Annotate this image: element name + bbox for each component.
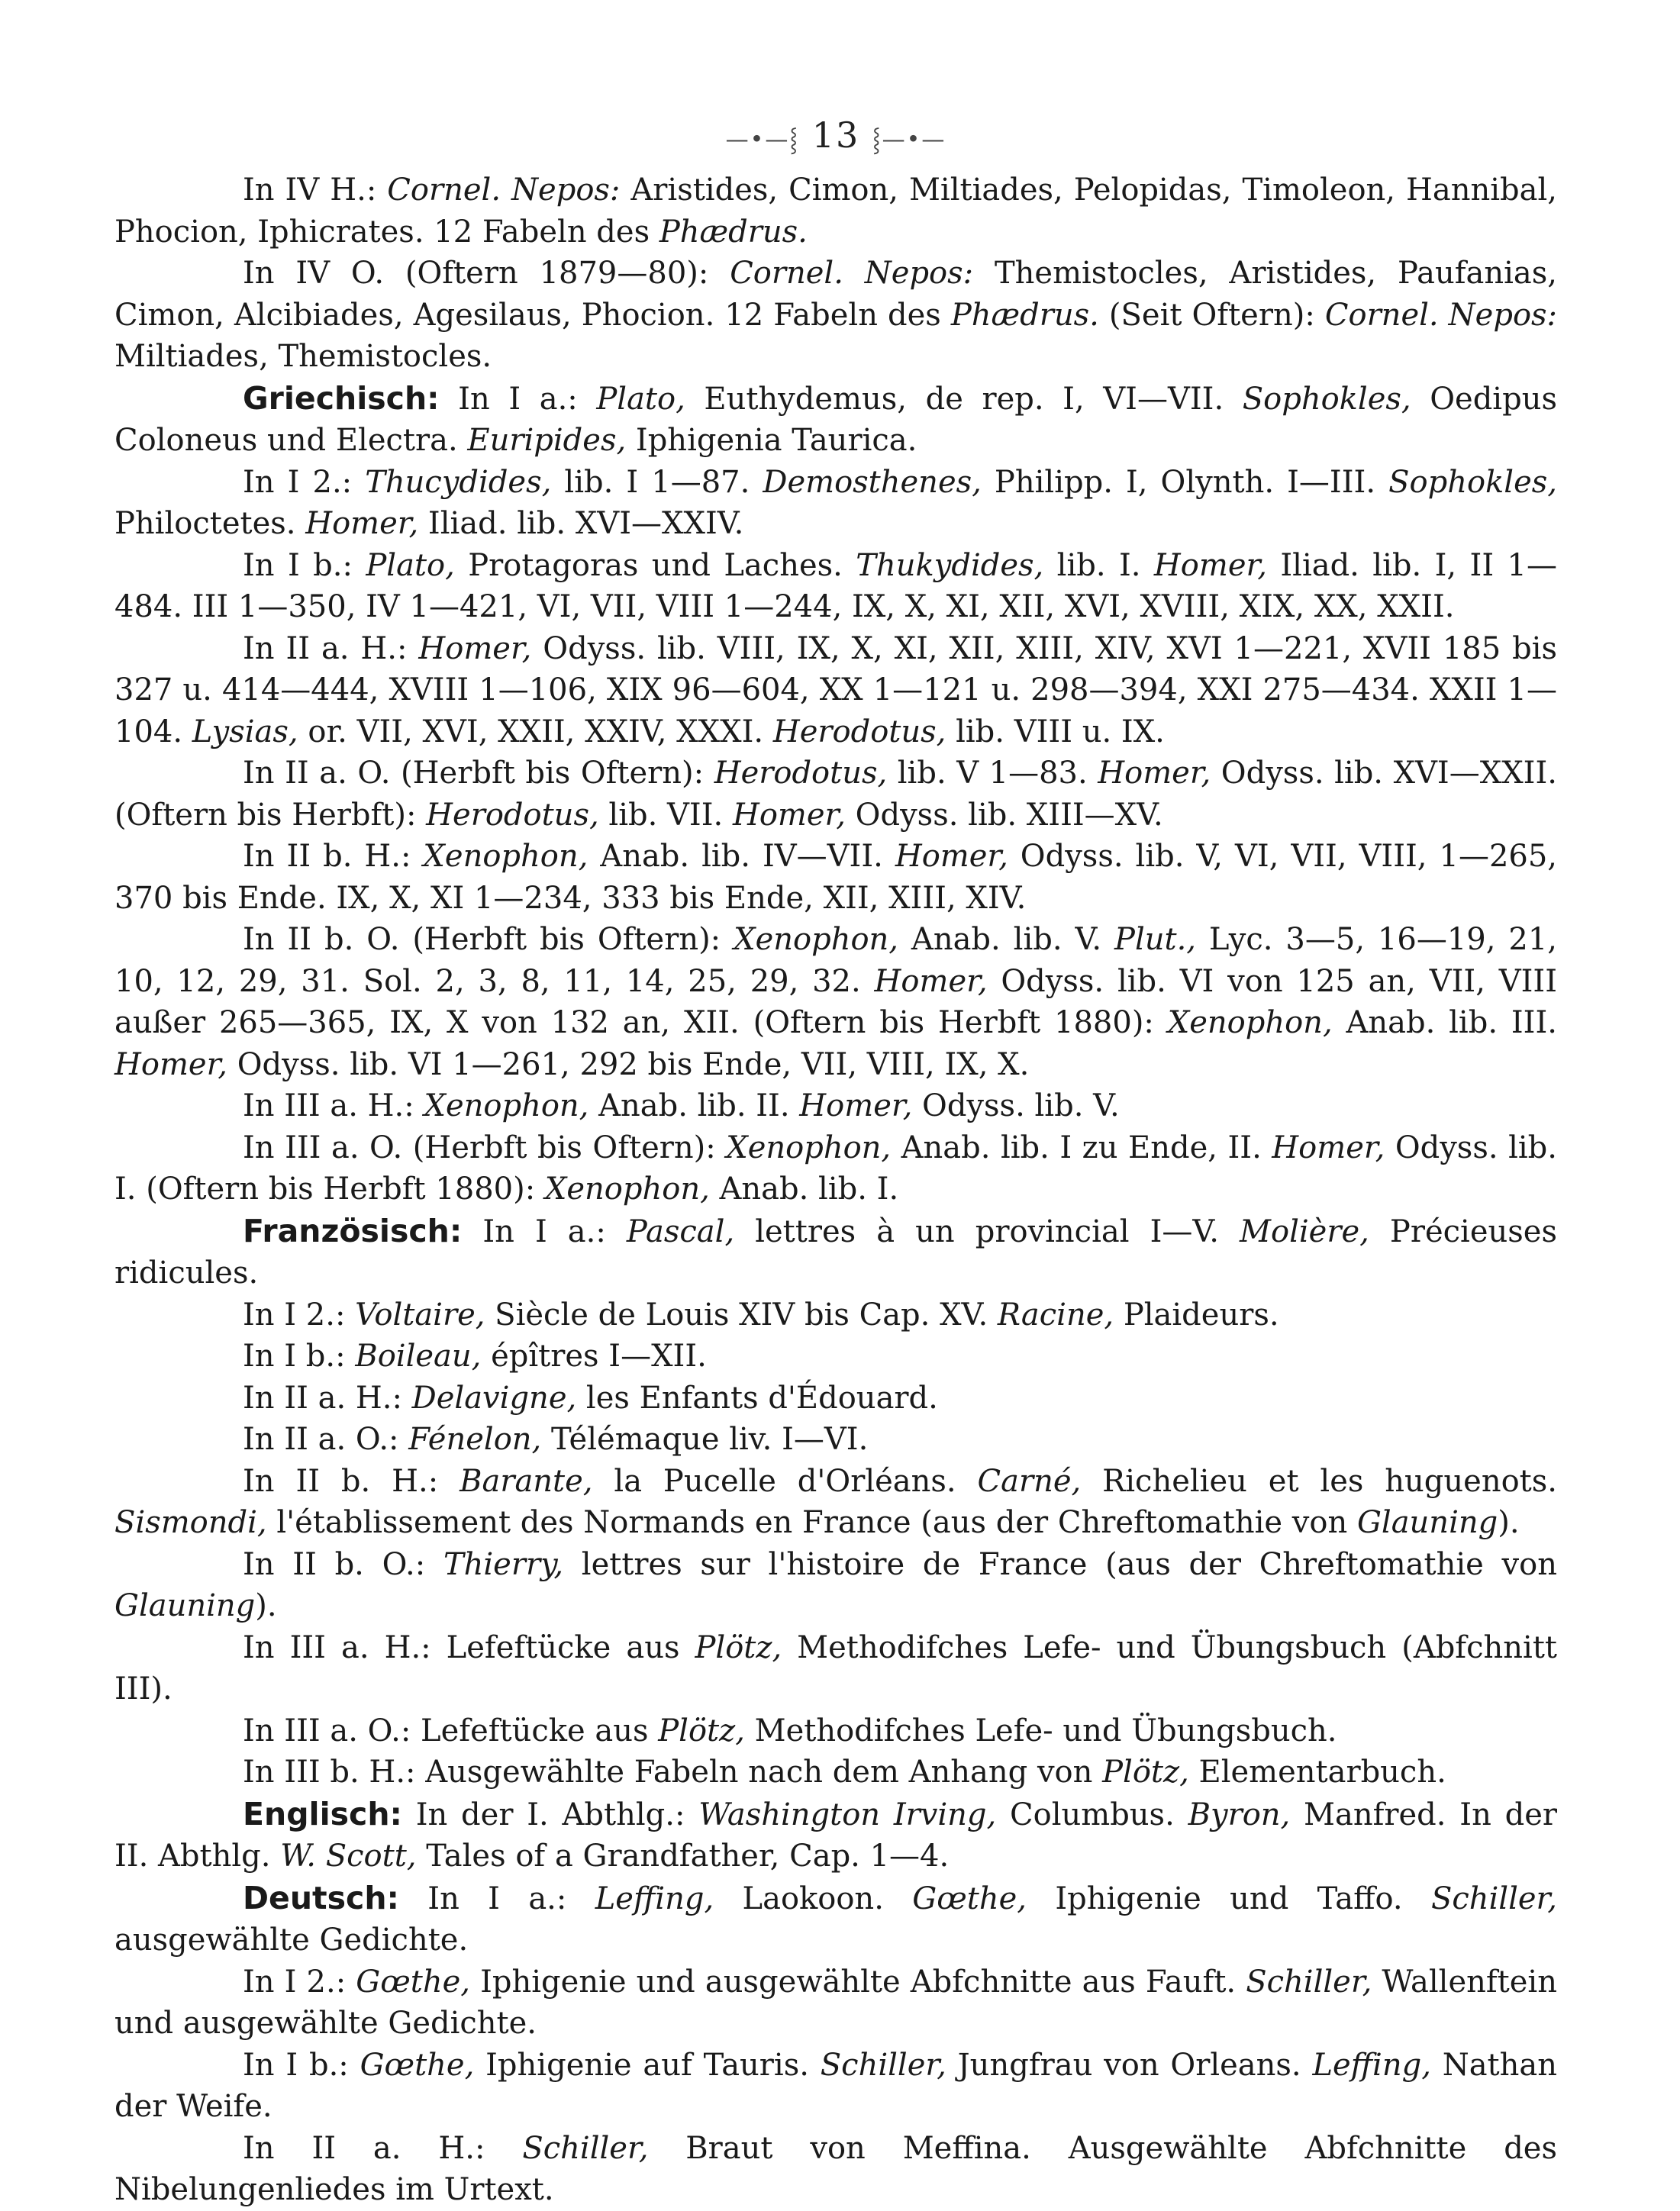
- section-heading: Deutsch:: [243, 1879, 399, 1916]
- author-name: Phædrus.: [950, 297, 1099, 333]
- text-segment: Télémaque liv. I—VI.: [541, 1422, 869, 1457]
- text-segment: Anab. lib. I zu Ende, II.: [891, 1130, 1272, 1165]
- author-name: Herodotus,: [772, 714, 946, 749]
- author-name: Plut.,: [1114, 922, 1197, 957]
- text-segment: Richelieu et les huguenots.: [1081, 1463, 1557, 1499]
- paragraph: [114, 1627, 1557, 1710]
- text-segment: Methodifches Lefe- und Übungsbuch (Abfchnitt III).: [114, 1629, 1557, 1707]
- author-name: Homer,: [874, 963, 988, 999]
- text-segment: Iphigenie auf Tauris.: [474, 2047, 821, 2083]
- author-name: Thierry,: [443, 1546, 564, 1582]
- text-segment: In II a. H.:: [243, 630, 419, 666]
- author-name: Demosthenes,: [763, 464, 982, 500]
- text-segment: In II a. H.:: [243, 2130, 523, 2166]
- text-segment: l'établissement des Normands en France (aus der Chreftomathie von: [266, 1505, 1357, 1540]
- author-name: Voltaire,: [355, 1297, 485, 1333]
- author-name: Cornel. Nepos:: [387, 172, 621, 208]
- author-name: Boileau,: [355, 1339, 482, 1374]
- text-segment: Euthydemus, de rep. I, VI—VII.: [685, 381, 1243, 417]
- text-segment: In III a. O.: Lefeftücke aus: [243, 1713, 659, 1748]
- text-segment: Iphigenie und Taffo.: [1027, 1881, 1431, 1916]
- text-segment: lib. I.: [1043, 547, 1154, 583]
- author-name: Thucydides,: [365, 464, 552, 500]
- text-segment: Anab. lib. I.: [709, 1172, 899, 1207]
- author-name: Schiller,: [1430, 1881, 1557, 1916]
- author-name: Xenophon,: [1167, 1005, 1333, 1040]
- author-name: Xenophon,: [423, 839, 588, 874]
- author-name: Plato,: [366, 547, 455, 583]
- text-segment: In I b.:: [243, 1339, 356, 1374]
- ornament-left: —•—⸾: [725, 126, 800, 153]
- text-segment: lib. V 1—83.: [887, 756, 1098, 791]
- ornament-right: ⸾—•—: [872, 126, 946, 153]
- text-segment: Tales of a Grandfather, Cap. 1—4.: [416, 1839, 950, 1874]
- text-segment: In II b. O. (Herbft bis Oftern):: [243, 922, 734, 957]
- text-segment: In III a. H.:: [243, 1088, 424, 1123]
- author-name: Homer,: [1153, 547, 1267, 583]
- author-name: Carné,: [977, 1463, 1082, 1499]
- text-segment: lettres sur l'histoire de France (aus der Chreftomathie von: [563, 1546, 1557, 1582]
- text-segment: In I 2.:: [243, 1297, 356, 1333]
- text-segment: In II b. H.:: [243, 839, 424, 874]
- paragraph: [114, 1961, 1557, 2045]
- text-segment: Braut von Meffina. Ausgewählte Abfchnitte des Nibelungenliedes im Urtext.: [114, 2130, 1557, 2207]
- text-segment: lib. VII.: [598, 797, 733, 833]
- text-segment: Iliad. lib. I, II 1—484. III 1—350, IV 1—421, VI, VII, VIII 1—244, IX, X, XI, XII, XVI, XVIII, XIX, XX, XXII.: [114, 547, 1557, 624]
- paragraph: [114, 1210, 1557, 1294]
- text-segment: Philoctetes.: [114, 506, 306, 541]
- text-segment: Lyc. 3—5, 16—19, 21, 10, 12, 29, 31. Sol. 2, 3, 8, 11, 14, 25, 29, 32.: [114, 922, 1558, 999]
- paragraph: [114, 628, 1557, 753]
- text-segment: Odyss. lib. V, VI, VII, VIII, 1—265, 370 bis Ende. IX, X, XI 1—234, 333 bis Ende, XII, XIII, XIV.: [114, 839, 1557, 916]
- author-name: Phædrus.: [659, 214, 808, 250]
- author-name: Delavigne,: [411, 1380, 577, 1416]
- paragraph: [114, 2128, 1557, 2211]
- paragraph: [114, 169, 1557, 253]
- author-name: Leffing,: [1312, 2047, 1431, 2083]
- paragraph: [114, 753, 1557, 836]
- author-name: Homer,: [895, 839, 1008, 874]
- text-segment: Nathan der Weife.: [114, 2047, 1558, 2124]
- text-segment: In III b. H.: Ausgewählte Fabeln nach dem Anhang von: [243, 1755, 1103, 1790]
- document-page: [114, 114, 1557, 2211]
- text-segment: In II a. O. (Herbft bis Oftern):: [243, 756, 714, 791]
- author-name: Homer,: [418, 630, 532, 666]
- text-segment: In II b. O.:: [243, 1546, 443, 1582]
- text-segment: Oedipus Coloneus und Electra.: [114, 381, 1557, 458]
- text-segment: Philipp. I, Olynth. I—III.: [981, 464, 1389, 500]
- section-heading: Griechisch:: [243, 379, 440, 417]
- paragraph: [114, 1710, 1557, 1752]
- text-segment: In I b.:: [243, 547, 366, 583]
- author-name: Homer,: [305, 506, 419, 541]
- paragraph: [114, 1752, 1557, 1794]
- paragraph: [114, 1419, 1557, 1461]
- paragraph: [114, 1461, 1557, 1544]
- author-name: Xenophon,: [734, 922, 899, 957]
- text-segment: Odyss. lib. XIII—XV.: [845, 797, 1163, 833]
- author-name: Euripides,: [467, 423, 627, 458]
- author-name: Leffing,: [595, 1881, 714, 1916]
- text-segment: Odyss. lib. I. (Oftern bis Herbft 1880):: [114, 1130, 1557, 1207]
- paragraph: [114, 836, 1557, 919]
- text-segment: ).: [255, 1588, 277, 1623]
- author-name: Homer,: [1272, 1130, 1385, 1165]
- author-name: Xenophon,: [424, 1088, 589, 1123]
- text-segment: In I b.:: [243, 2047, 360, 2083]
- author-name: Fénelon,: [408, 1422, 542, 1457]
- author-name: Plötz,: [658, 1713, 745, 1748]
- author-name: Cornel. Nepos:: [730, 256, 974, 291]
- text-segment: ausgewählte Gedichte.: [114, 1923, 469, 1958]
- text-segment: In I a.:: [439, 381, 597, 417]
- text-segment: Odyss. lib. XVI—XXII. (Oftern bis Herbft):: [114, 756, 1557, 833]
- author-name: Molière,: [1240, 1213, 1369, 1249]
- author-name: Sophokles,: [1388, 464, 1557, 500]
- author-name: Pascal,: [626, 1213, 735, 1249]
- author-name: Homer,: [1098, 756, 1211, 791]
- text-segment: In III a. O. (Herbft bis Oftern):: [243, 1130, 727, 1165]
- text-segment: Manfred. In der II. Abthlg.: [114, 1797, 1558, 1874]
- text-segment: Iliad. lib. XVI—XXIV.: [418, 506, 744, 541]
- paragraph: [114, 1378, 1557, 1420]
- author-name: Byron,: [1188, 1797, 1291, 1832]
- author-name: Racine,: [997, 1297, 1114, 1333]
- section-heading: Englisch:: [243, 1795, 402, 1832]
- paragraph: [114, 1294, 1557, 1336]
- text-segment: Columbus.: [996, 1797, 1188, 1832]
- text-segment: Elementarbuch.: [1188, 1755, 1446, 1790]
- paragraph: [114, 545, 1557, 628]
- paragraph: [114, 1877, 1557, 1961]
- paragraph: [114, 1794, 1557, 1877]
- text-segment: épîtres I—XII.: [481, 1339, 707, 1374]
- text-segment: Anab. lib. IV—VII.: [588, 839, 895, 874]
- text-segment: In II a. H.:: [243, 1380, 412, 1416]
- paragraph: [114, 1085, 1557, 1127]
- paragraph: [114, 378, 1557, 462]
- author-name: Gœthe,: [356, 1964, 470, 2000]
- paragraph: [114, 2045, 1557, 2128]
- text-segment: les Enfants d'Édouard.: [576, 1380, 938, 1416]
- text-segment: lettres à un provincial I—V.: [734, 1213, 1240, 1249]
- text-segment: In I 2.:: [243, 1964, 356, 2000]
- text-segment: Jungfrau von Orleans.: [946, 2047, 1313, 2083]
- author-name: Herodotus,: [714, 756, 888, 791]
- text-segment: In IV H.:: [243, 172, 388, 208]
- text-segment: In III a. H.: Lefeftücke aus: [243, 1629, 695, 1665]
- author-name: Thukydides,: [856, 547, 1044, 583]
- text-segment: lib. I 1—87.: [551, 464, 763, 500]
- text-segment: la Pucelle d'Orléans.: [592, 1463, 978, 1499]
- author-name: Homer,: [114, 1046, 228, 1082]
- author-name: Plötz,: [1102, 1755, 1189, 1790]
- paragraph: [114, 1544, 1557, 1627]
- author-name: Xenophon,: [544, 1172, 710, 1207]
- text-segment: Anab. lib. II.: [588, 1088, 800, 1123]
- author-name: Herodotus,: [426, 797, 599, 833]
- author-name: Sophokles,: [1242, 381, 1411, 417]
- author-name: Glauning: [1356, 1505, 1498, 1540]
- paragraph: [114, 462, 1557, 545]
- text-segment: In II a. O.:: [243, 1422, 409, 1457]
- page-header: [114, 114, 1557, 156]
- author-name: Glauning: [114, 1588, 256, 1623]
- text-segment: Methodifches Lefe- und Übungsbuch.: [744, 1713, 1337, 1748]
- section-heading: Französisch:: [243, 1212, 463, 1249]
- text-segment: Miltiades, Themistocles.: [114, 339, 492, 374]
- author-name: Barante,: [460, 1463, 593, 1499]
- text-segment: Odyss. lib. V.: [912, 1088, 1120, 1123]
- text-segment: Anab. lib. V.: [898, 922, 1115, 957]
- author-name: Homer,: [799, 1088, 913, 1123]
- author-name: Gœthe,: [360, 2047, 475, 2083]
- author-name: Lysias,: [192, 714, 298, 749]
- text-segment: (Seit Oftern):: [1098, 297, 1325, 333]
- author-name: Sismondi,: [114, 1505, 267, 1540]
- author-name: Plötz,: [695, 1629, 782, 1665]
- text-segment: Laokoon.: [714, 1881, 913, 1916]
- author-name: Schiller,: [522, 2130, 649, 2166]
- text-segment: Protagoras und Laches.: [454, 547, 856, 583]
- text-segment: Plaideurs.: [1114, 1297, 1279, 1333]
- paragraph: [114, 253, 1557, 378]
- text-segment: Précieuses ridicules.: [114, 1213, 1557, 1291]
- text-segment: lib. VIII u. IX.: [946, 714, 1165, 749]
- text-segment: or. VII, XVI, XXII, XXIV, XXXI.: [298, 714, 773, 749]
- text-segment: Themistocles, Aristides, Paufanias, Cimon, Alcibiades, Agesilaus, Phocion. 12 Fabeln des: [114, 256, 1558, 333]
- author-name: Homer,: [732, 797, 846, 833]
- text-segment: Iphigenie und ausgewählte Abfchnitte aus Fauft.: [470, 1964, 1246, 2000]
- paragraph: [114, 1127, 1557, 1210]
- text-segment: In I a.:: [398, 1881, 595, 1916]
- paragraph: [114, 919, 1557, 1085]
- author-name: Gœthe,: [912, 1881, 1027, 1916]
- text-segment: Siècle de Louis XIV bis Cap. XV.: [485, 1297, 998, 1333]
- text-segment: In II b. H.:: [243, 1463, 460, 1499]
- text-segment: Anab. lib. III.: [1332, 1005, 1558, 1040]
- page-number: 13: [811, 114, 860, 156]
- text-segment: Odyss. lib. VIII, IX, X, XI, XII, XIII, XIV, XVI 1—221, XVII 185 bis 327 u. 414—444, XVIII 1—106, XIX 96—604, XX 1—121 u. 298—394, XXI 275—434. XXII 1—104.: [114, 630, 1557, 749]
- author-name: Xenophon,: [726, 1130, 892, 1165]
- author-name: Washington Irving,: [698, 1797, 997, 1832]
- author-name: Schiller,: [1246, 1964, 1372, 2000]
- text-segment: In I a.:: [462, 1213, 627, 1249]
- text-segment: Wallenftein und ausgewählte Gedichte.: [114, 1964, 1557, 2041]
- author-name: Schiller,: [820, 2047, 946, 2083]
- text-segment: Iphigenia Taurica.: [626, 423, 917, 458]
- text-segment: Odyss. lib. VI 1—261, 292 bis Ende, VII, VIII, IX, X.: [227, 1046, 1030, 1082]
- text-segment: In der I. Abthlg.:: [401, 1797, 699, 1832]
- author-name: Cornel. Nepos:: [1324, 297, 1558, 333]
- text-segment: In I 2.:: [243, 464, 366, 500]
- paragraph: [114, 1336, 1557, 1378]
- text-segment: Aristides, Cimon, Miltiades, Pelopidas, Timoleon, Hannibal, Phocion, Iphicrates. 12 Fabeln des: [114, 172, 1557, 250]
- author-name: W. Scott,: [280, 1839, 417, 1874]
- body-text: [114, 169, 1557, 2211]
- text-segment: Odyss. lib. VI von 125 an, VII, VIII außer 265—365, IX, X von 132 an, XII. (Oftern bis Herbft 1880):: [114, 963, 1558, 1040]
- author-name: Plato,: [596, 381, 685, 417]
- text-segment: ).: [1498, 1505, 1520, 1540]
- text-segment: In IV O. (Oftern 1879—80):: [243, 256, 730, 291]
